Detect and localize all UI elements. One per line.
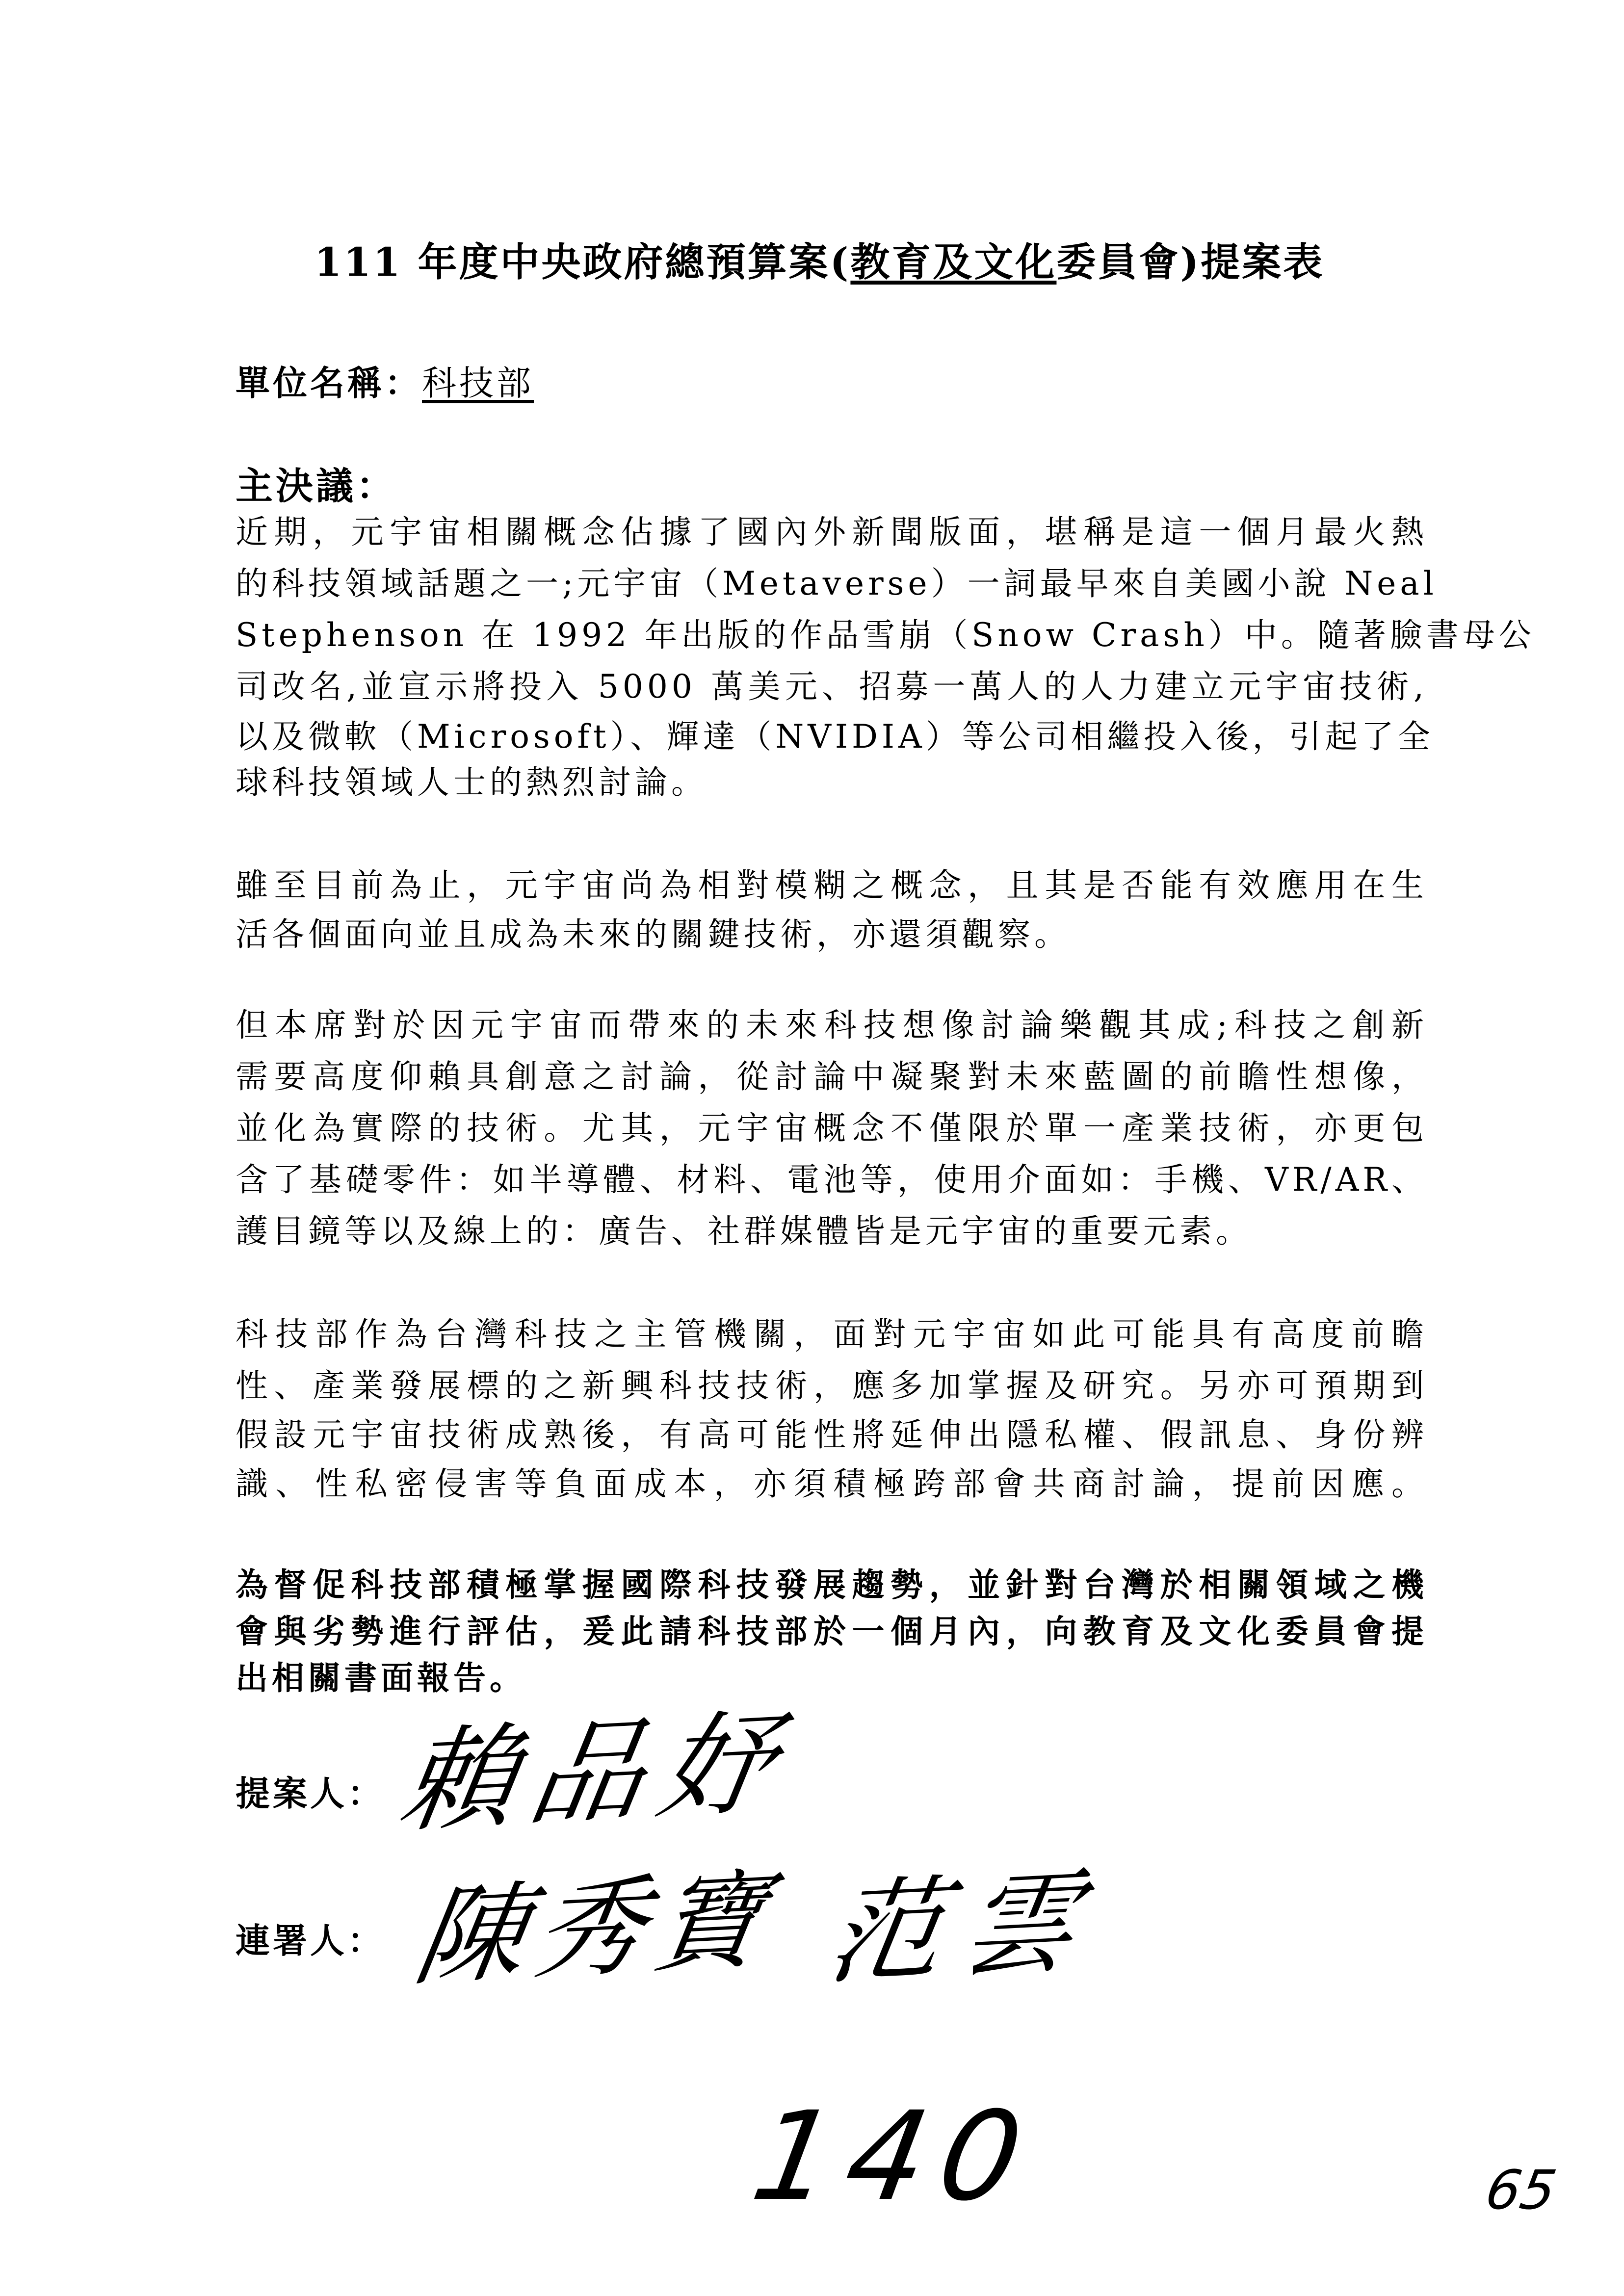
- paragraph-4-line: 科技部作為台灣科技之主管機關，面對元宇宙如此可能具有高度前瞻: [236, 1315, 1428, 1353]
- cosigner-label: 連署人：: [236, 1920, 385, 1961]
- paragraph-1-line: 球科技領域人士的熱烈討論。: [236, 763, 707, 801]
- conclusion-line: 會與劣勢進行評估，爰此請科技部於一個月內，向教育及文化委員會提: [236, 1612, 1428, 1650]
- paragraph-1-line: 以及微軟（Microsoft）、輝達（NVIDIA）等公司相繼投入後，引起了全: [236, 718, 1434, 756]
- paragraph-3-line: 護目鏡等以及線上的：廣告、社群媒體皆是元宇宙的重要元素。: [236, 1212, 1252, 1250]
- cosigner-signature-2: 范雲: [818, 1855, 1107, 2001]
- cosigner-signature-1: 陳秀寶: [407, 1856, 784, 2001]
- paragraph-3-line: 需要高度仰賴具創意之討論，從討論中凝聚對未來藍圖的前瞻性想像，: [236, 1058, 1428, 1096]
- proposer-label: 提案人：: [236, 1773, 385, 1814]
- unit-row: 單位名稱：科技部: [236, 363, 534, 403]
- paragraph-4-line: 識、性私密侵害等負面成本，亦須積極跨部會共商討論，提前因應。: [236, 1465, 1428, 1503]
- paragraph-1-line: Stephenson 在 1992 年出版的作品雪崩（Snow Crash）中。隨著臉書母公: [236, 616, 1535, 654]
- committee-name: 教育及文化: [850, 239, 1057, 285]
- paragraph-4-line: 性、產業發展標的之新興科技技術，應多加掌握及研究。另亦可預期到: [236, 1367, 1428, 1405]
- unit-name: 科技部: [422, 363, 534, 403]
- handwritten-number: 140: [743, 2085, 1047, 2228]
- conclusion-line: 出相關書面報告。: [236, 1659, 526, 1697]
- paragraph-2-line: 活各個面向並且成為未來的關鍵技術，亦還須觀察。: [236, 915, 1071, 953]
- page-number: 65: [1481, 2159, 1561, 2221]
- paragraph-1-line: 司改名,並宣示將投入 5000 萬美元、招募一萬人的人力建立元宇宙技術,: [236, 668, 1428, 705]
- proposer-signature: 賴品妤: [392, 1697, 800, 1849]
- document-title: 111 年度中央政府總預算案(教育及文化委員會)提案表: [314, 239, 1325, 285]
- paragraph-2-line: 雖至目前為止，元宇宙尚為相對模糊之概念，且其是否能有效應用在生: [236, 866, 1428, 904]
- paragraph-1-line: 的科技領域話題之一;元宇宙（Metaverse）一詞最早來自美國小說 Neal: [236, 565, 1438, 602]
- resolution-heading: 主決議：: [236, 464, 396, 508]
- paragraph-3-line: 含了基礎零件：如半導體、材料、電池等，使用介面如：手機、VR/AR、: [236, 1161, 1428, 1199]
- paragraph-3-line: 但本席對於因元宇宙而帶來的未來科技想像討論樂觀其成;科技之創新: [236, 1006, 1428, 1044]
- conclusion-line: 為督促科技部積極掌握國際科技發展趨勢，並針對台灣於相關領域之機: [236, 1565, 1428, 1604]
- paragraph-4-line: 假設元宇宙技術成熟後，有高可能性將延伸出隱私權、假訊息、身份辨: [236, 1416, 1428, 1454]
- paragraph-1-line: 近期，元宇宙相關概念佔據了國內外新聞版面，堪稱是這一個月最火熱: [236, 513, 1428, 551]
- paragraph-3-line: 並化為實際的技術。尤其，元宇宙概念不僅限於單一產業技術，亦更包: [236, 1109, 1428, 1147]
